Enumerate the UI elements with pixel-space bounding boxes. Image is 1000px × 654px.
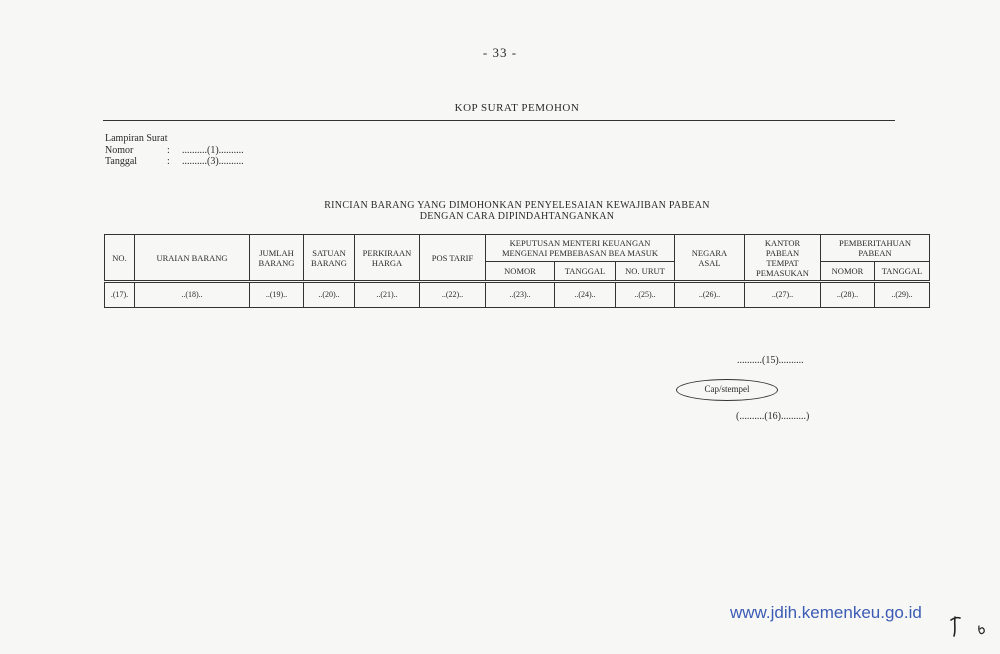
letterhead-title: KOP SURAT PEMOHON [454,102,580,114]
website-link[interactable]: www.jdih.kemenkeu.go.id [730,603,922,622]
header-jumlah-line2: BARANG [258,257,295,268]
header-pemberitahuan-pabean [821,235,930,262]
cell-pemberitahuan-tanggal: ..(29).. [875,283,930,308]
header-kantor-line1: KANTOR [764,237,801,248]
cell-pos-tarif: ..(22).. [420,283,486,308]
header-keputusan-no-urut: NO. URUT [616,262,675,281]
header-satuan-line2: BARANG [311,257,347,268]
cell-kantor-pabean: ..(27).. [745,283,821,308]
cell-keputusan-no-urut: ..(25).. [616,283,675,308]
header-keputusan-line2: MENGENAI PEMBEBASAN BEA MASUK [501,248,659,258]
page-number: - 33 - [482,45,518,60]
cell-satuan: ..(20).. [304,283,355,308]
cell-perkiraan: ..(21).. [355,283,420,308]
header-negara-line2: ASAL [698,257,721,268]
attachment-number-value: ..........(1).......... [182,145,244,156]
cell-uraian: ..(18).. [135,283,250,308]
cell-negara-asal: ..(26).. [675,283,745,308]
cell-pemberitahuan-nomor: ..(28).. [821,283,875,308]
header-jumlah-barang [250,235,304,281]
attachment-label: Lampiran Surat [105,133,168,144]
header-no: NO. [105,235,135,281]
letterhead-rule [103,120,895,121]
table-row [105,283,930,308]
document-heading-line1: RINCIAN BARANG YANG DIMOHONKAN PENYELESAIAN KEWAJIBAN PABEAN [324,200,710,211]
attachment-number-label: Nomor [105,145,134,156]
cell-no: .(17). [105,283,135,308]
header-pemberitahuan-tanggal: TANGGAL [875,262,930,281]
attachment-date-label: Tanggal [105,156,138,167]
attachment-number-colon: : [167,145,170,156]
goods-detail-table [104,234,930,308]
signer-name: (..........(16)..........) [736,411,810,422]
header-negara-line1: NEGARA [691,247,728,258]
header-perkiraan-line1: PERKIRAAN [362,247,412,258]
header-kantor-line3: TEMPAT [766,257,799,268]
header-keputusan-tanggal: TANGGAL [555,262,616,281]
cell-keputusan-nomor: ..(23).. [486,283,555,308]
header-keputusan-line1: KEPUTUSAN MENTERI KEUANGAN [509,238,651,248]
header-kantor-line2: PABEAN [765,247,800,258]
signature-place-date: ..........(15).......... [737,355,804,366]
attachment-date-value: ..........(3).......... [182,156,244,167]
header-uraian-barang: URAIAN BARANG [135,235,250,281]
header-pemberitahuan-line2: PABEAN [858,248,892,258]
header-kantor-line4: PEMASUKAN [756,267,809,278]
header-satuan-barang [304,235,355,281]
header-satuan-line1: SATUAN [312,247,346,258]
handwritten-initial-icon [948,612,988,642]
cell-jumlah: ..(19).. [250,283,304,308]
attachment-date-colon: : [167,156,170,167]
header-negara-asal [675,235,745,281]
header-kantor-pabean [745,235,821,281]
header-pemberitahuan-line1: PEMBERITAHUAN [838,238,912,248]
document-heading-line2: DENGAN CARA DIPINDAHTANGANKAN [419,211,615,222]
header-keputusan-menteri [486,235,675,262]
header-pos-tarif: POS TARIF [420,235,486,281]
header-pemberitahuan-nomor: NOMOR [821,262,875,281]
header-keputusan-nomor: NOMOR [486,262,555,281]
stamp-label: Cap/stempel [704,384,750,394]
header-perkiraan-line2: HARGA [371,257,403,268]
header-perkiraan-harga [355,235,420,281]
header-jumlah-line1: JUMLAH [259,247,294,258]
cell-keputusan-tanggal: ..(24).. [555,283,616,308]
